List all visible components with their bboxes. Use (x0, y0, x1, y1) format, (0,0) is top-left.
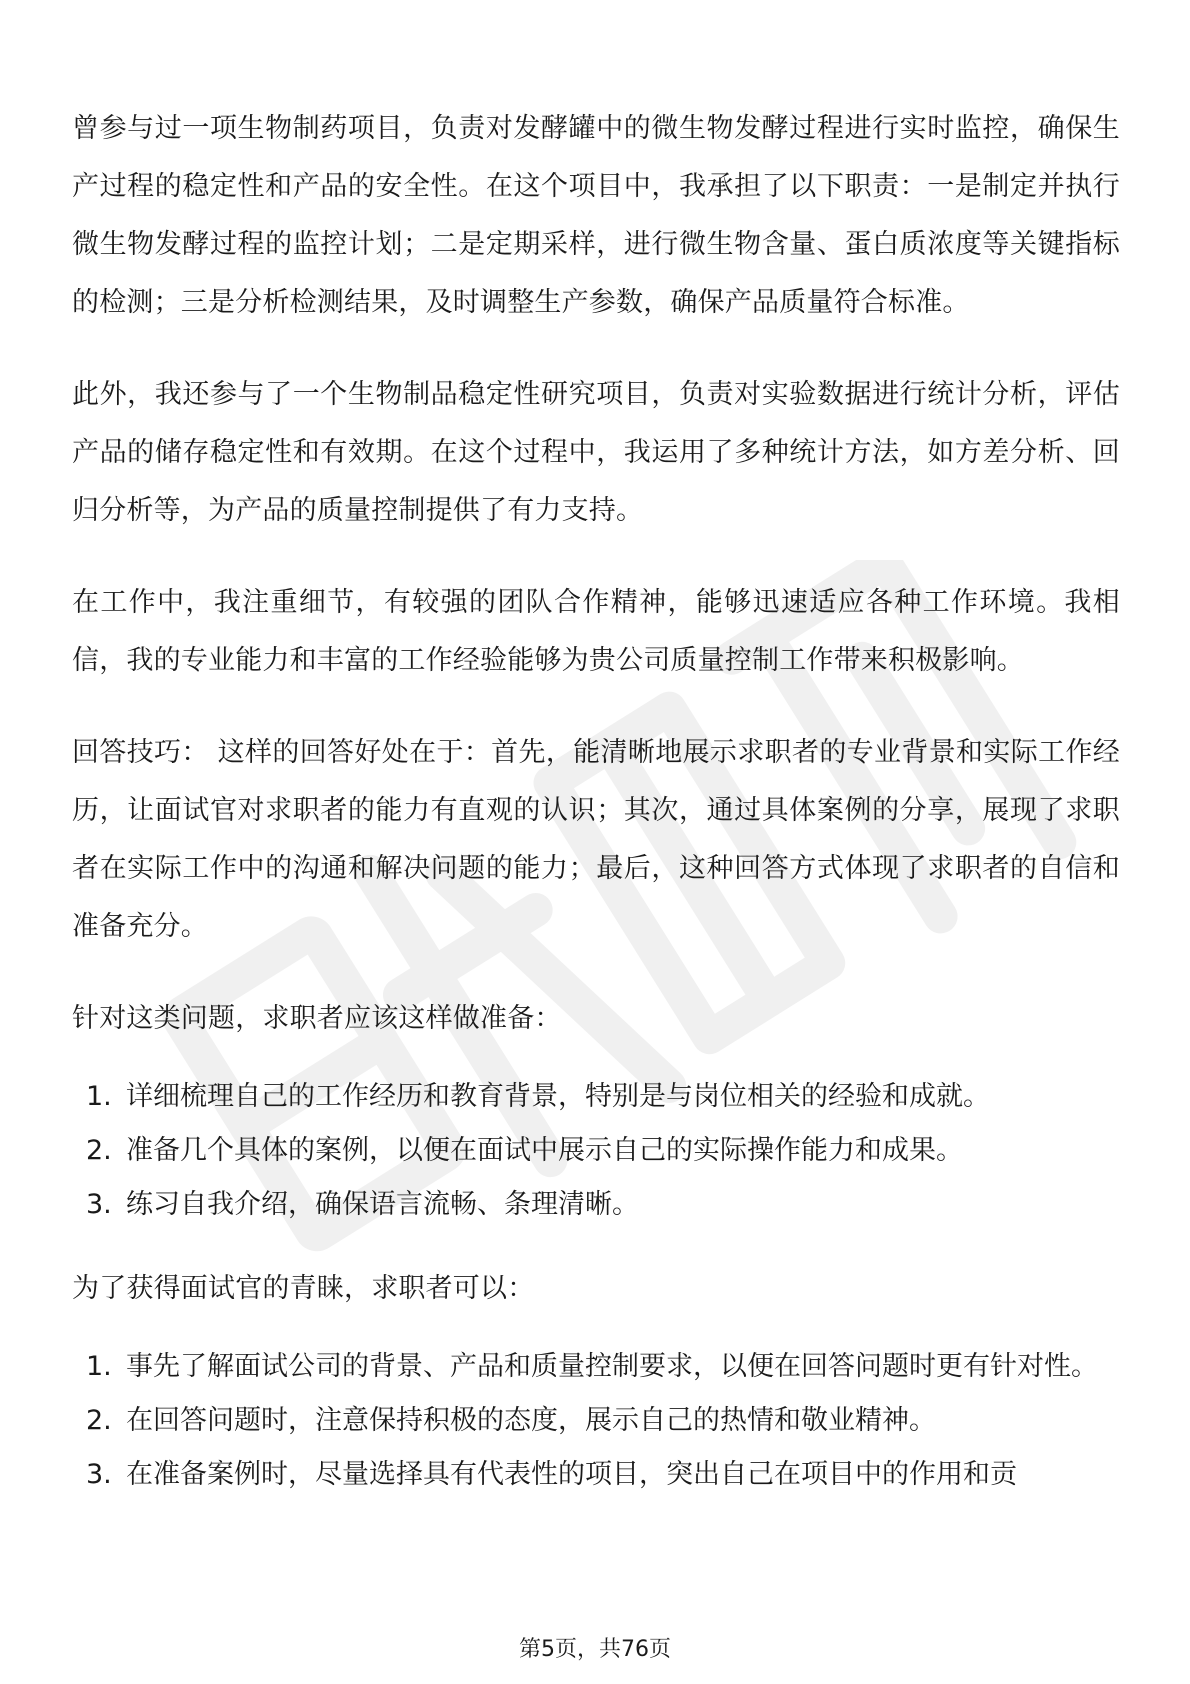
paragraph-work-attitude: 在工作中，我注重细节，有较强的团队合作精神，能够迅速适应各种工作环境。我相信，我的专业能力和丰富的工作经验能够为贵公司质量控制工作带来积极影响。 (72, 587, 1120, 676)
preparation-list (72, 1070, 1120, 1232)
impress-list (72, 1340, 1120, 1502)
paragraph-answer-tips: 回答技巧： 这样的回答好处在于：首先，能清晰地展示求职者的专业背景和实际工作经历，让面试官对求职者的能力有直观的认识；其次，通过具体案例的分享，展现了求职者在实际工作中的沟通和解决问题的能力；最后，这种回答方式体现了求职者的自信和准备充分。 (72, 737, 1120, 942)
list-item: 2. 在回答问题时，注意保持积极的态度，展示自己的热情和敬业精神。 (86, 1405, 936, 1436)
paragraph-impress-intro: 为了获得面试官的青睐，求职者可以： (72, 1273, 535, 1304)
paragraph-project-experience: 曾参与过一项生物制药项目，负责对发酵罐中的微生物发酵过程进行实时监控，确保生产过程的稳定性和产品的安全性。在这个项目中，我承担了以下职责：一是制定并执行微生物发酵过程的监控计划；二是定期采样，进行微生物含量、蛋白质浓度等关键指标的检测；三是分析检测结果，及时调整生产参数，确保产品质量符合标准。 (72, 113, 1120, 318)
paragraph-stability-study: 此外，我还参与了一个生物制品稳定性研究项目，负责对实验数据进行统计分析，评估产品的储存稳定性和有效期。在这个过程中，我运用了多种统计方法，如方差分析、回归分析等，为产品的质量控制提供了有力支持。 (72, 379, 1120, 526)
paragraph-preparation-intro: 针对这类问题，求职者应该这样做准备： (72, 1003, 562, 1034)
document-body (72, 100, 1120, 1530)
list-item: 1. 详细梳理自己的工作经历和教育背景，特别是与岗位相关的经验和成就。 (86, 1081, 990, 1112)
list-item: 3. 练习自我介绍，确保语言流畅、条理清晰。 (86, 1189, 639, 1220)
page-number-footer: 第5页，共76页 (519, 1637, 671, 1662)
list-item: 1. 事先了解面试公司的背景、产品和质量控制要求，以便在回答问题时更有针对性。 (86, 1351, 1098, 1382)
list-item: 3. 在准备案例时，尽量选择具有代表性的项目，突出自己在项目中的作用和贡 (86, 1459, 1017, 1490)
list-item: 2. 准备几个具体的案例，以便在面试中展示自己的实际操作能力和成果。 (86, 1135, 963, 1166)
